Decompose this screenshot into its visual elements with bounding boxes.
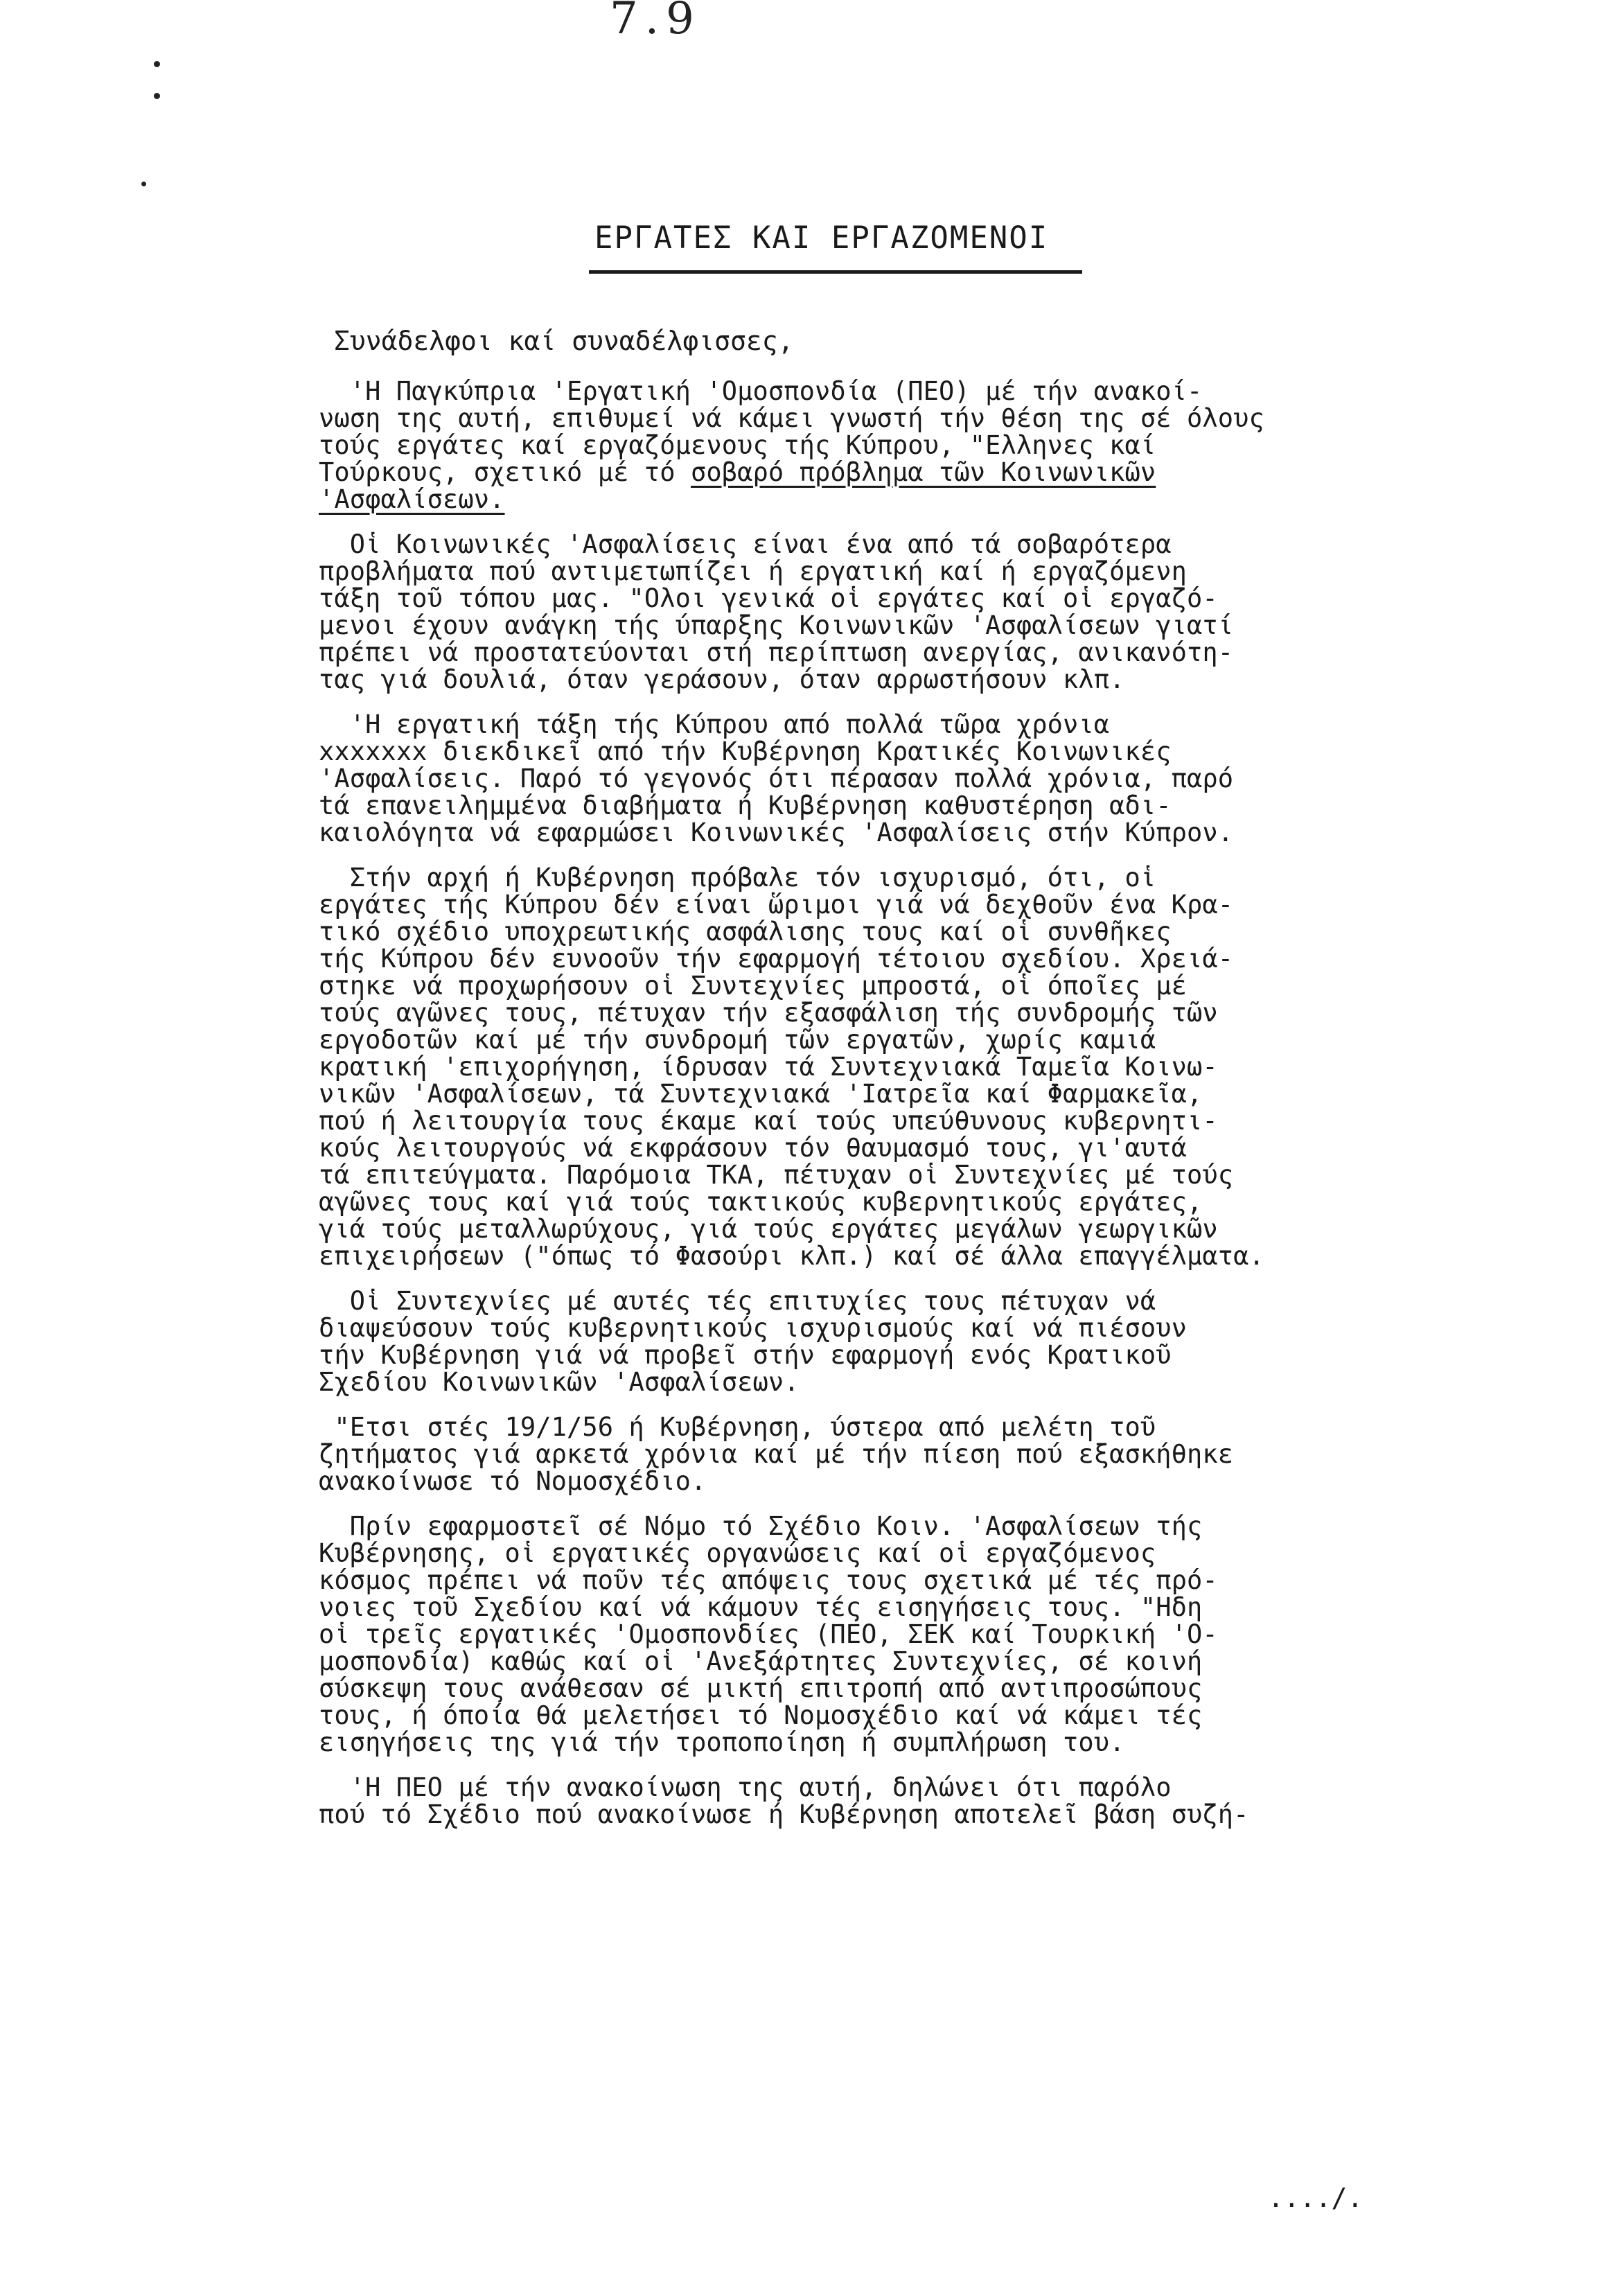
document-title: ΕΡΓΑΤΕΣ ΚΑΙ ΕΡΓΑΖΟΜΕΝΟΙ xyxy=(594,220,1049,256)
margin-mark xyxy=(154,61,160,67)
underlined-phrase: 'Ασφαλίσεων. xyxy=(319,484,505,514)
page-number: 7.9 xyxy=(610,0,701,44)
paragraph-2: Οἱ Κοινωνικές 'Ασφαλίσεις είναι ένα από τά σοβαρότερα προβλήματα πού αντιμετωπίζει ή εργατική καί ή εργαζόμενη τάξη τοῦ τόπου μας. "Ολοι γενικά οἱ εργάτες καί οἱ εργαζό- μενοι έχουν ανάγκη τής ύπαρξης Κοινωνικῶν 'Ασφαλίσεων γιατί πρέπει νά προστατεύονται στή περίπτωση ανεργίας, ανικανότη- τας γιά δουλιά, όταν γεράσουν, όταν αρρωστήσουν κλπ. xyxy=(319,529,1234,694)
paragraph-4: Στήν αρχή ή Κυβέρνηση πρόβαλε τόν ισχυρισμό, ότι, οἱ εργάτες τής Κύπρου δέν είναι ὥριμοι γιά νά δεχθοῦν ένα Κρα- τικό σχέδιο υποχρεωτικής ασφάλισης τους καί οἱ συνθῆκες τής Κύπρου δέν ευνοοῦν τήν εφαρμογή τέτοιου σχεδίου. Χρειά- στηκε νά προχωρήσουν οἱ Συντεχνίες μπροστά, οἱ όποῖες μέ τούς αγῶνες τους, πέτυχαν τήν εξασφάλιση τής συνδρομής τῶν εργοδοτῶν καί μέ τήν συνδρομή τῶν εργατῶν, χωρίς καμιά κρατική 'επιχορήγηση, ίδρυσαν τά Συντεχνιακά Ταμεῖα Κοινω- νικῶν 'Ασφαλίσεων, τά Συντεχνιακά 'Ιατρεῖα καί Φαρμακεῖα, πού ή λειτουργία τους έκαμε καί τούς υπεύθυνους κυβερνητι- κούς λειτουργούς νά εκφράσουν τόν θαυμασμό τους, γι'αυτά τά επιτεύγματα. Παρόμοια ΤΚΑ, πέτυχαν οἱ Συντεχνίες μέ τούς αγῶνες τους καί γιά τούς τακτικούς κυβερνητικούς εργάτες, γιά τούς μεταλλωρύχους, γιά τούς εργάτες μεγάλων γεωργικῶν επιχειρήσεων ("όπως τό Φασούρι κλπ.) καί σέ άλλα επαγγέλματα. xyxy=(319,863,1264,1271)
underlined-phrase: σοβαρό πρόβλημα τῶν Κοινωνικῶν xyxy=(691,457,1156,487)
margin-mark xyxy=(141,182,146,186)
text-line: Τούρκους, σχετικό μέ τό xyxy=(319,457,691,487)
title-underline xyxy=(589,270,1082,274)
paragraph-5: Οἱ Συντεχνίες μέ αυτές τές επιτυχίες τους πέτυχαν νά διαψεύσουν τούς κυβερνητικούς ισχυρισμούς καί νά πιέσουν τήν Κυβέρνηση γιά νά προβεῖ στήν εφαρμογή ενός Κρατικοῦ Σχεδίου Κοινωνικῶν 'Ασφαλίσεων. xyxy=(319,1286,1188,1397)
margin-mark xyxy=(154,93,160,99)
paragraph-1 xyxy=(319,378,1621,513)
text-line: 'Η Παγκύπρια 'Εργατική 'Ομοσπονδία (ΠΕΟ) μέ τήν ανακοί- xyxy=(319,376,1203,406)
text-line: τούς εργάτες καί εργαζόμενους τής Κύπρου, "Ελληνες καί xyxy=(319,430,1156,460)
paragraph-7: Πρίν εφαρμοστεῖ σέ Νόμο τό Σχέδιο Κοιν. 'Ασφαλίσεων τής Κυβέρνησης, οἱ εργατικές οργανώσεις καί οἱ εργαζόμενος κόσμος πρέπει νά ποῦν τές απόψεις τους σχετικά μέ τές πρό- νοιες τοῦ Σχεδίου καί νά κάμουν τές εισηγήσεις τους. "Ηδη οἱ τρεῖς εργατικές 'Ομοσπονδίες (ΠΕΟ, ΣΕΚ καί Τουρκική 'Ο- μοσπονδία) καθώς καί οἱ 'Ανεξάρτητες Συντεχνίες, σέ κοινή σύσκεψη τους ανάθεσαν σέ μικτή επιτροπή από αντιπροσώπους τους, ή όποία θά μελετήσει τό Νομοσχέδιο καί νά κάμει τές εισηγήσεις της γιά τήν τροποποίηση ή συμπλήρωση του. xyxy=(319,1511,1218,1757)
text-line: νωση της αυτή, επιθυμεί νά κάμει γνωστή τήν θέση της σέ όλους xyxy=(319,403,1264,433)
salutation: Συνάδελφοι καί συναδέλφισσες, xyxy=(334,326,794,356)
paragraph-6: "Ετσι στές 19/1/56 ή Κυβέρνηση, ύστερα από μελέτη τοῦ ζητήματος γιά αρκετά χρόνια καί μέ τήν πίεση πού εξασκήθηκε ανακοίνωσε τό Νομοσχέδιο. xyxy=(319,1412,1234,1496)
paragraph-3: 'Η εργατική τάξη τής Κύπρου από πολλά τῶρα χρόνια xxxxxxx διεκδικεῖ από τήν Κυβέρνηση Κρατικές Κοινωνικές 'Ασφαλίσεις. Παρό τό γεγονός ότι πέρασαν πολλά χρόνια, παρό tά επανειλημμένα διαβήματα ή Κυβέρνηση καθυστέρηση αδι- καιολόγητα νά εφαρμώσει Κοινωνικές 'Ασφαλίσεις στήν Κύπρον. xyxy=(319,710,1234,847)
continuation-mark: ..../. xyxy=(1268,2183,1363,2213)
paragraph-8: 'Η ΠΕΟ μέ τήν ανακοίνωση της αυτή, δηλώνει ότι παρόλο πού τό Σχέδιο πού ανακοίνωσε ή Κυβέρνηση αποτελεῖ βάση συζή- xyxy=(319,1772,1249,1829)
document-body xyxy=(319,378,1621,1846)
